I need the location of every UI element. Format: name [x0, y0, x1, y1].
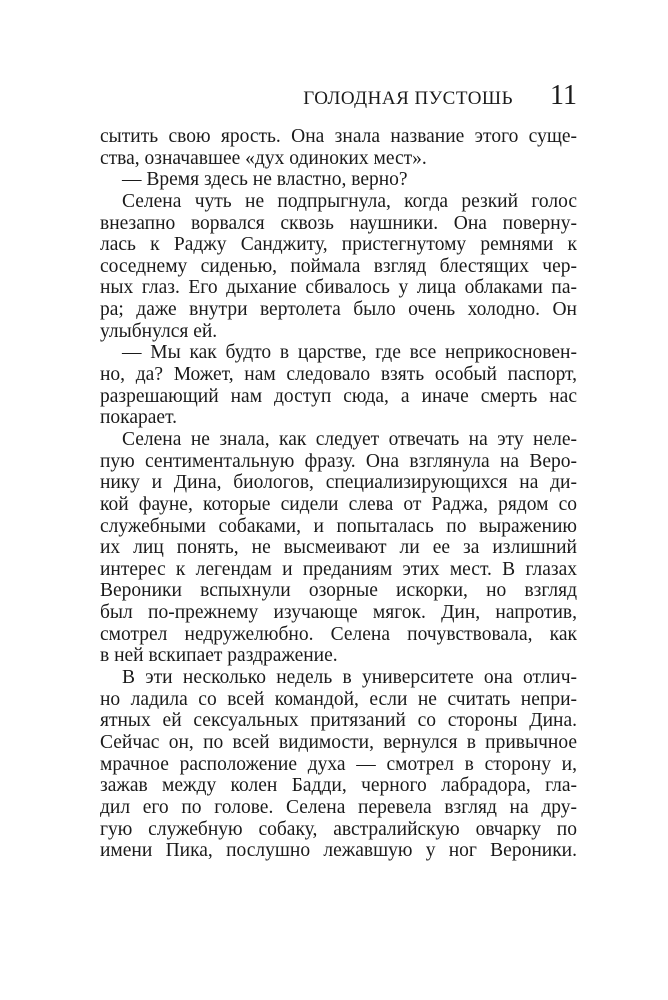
text-line: ра; даже внутри вертолета было очень холодно. Он	[100, 299, 577, 321]
running-header	[100, 80, 577, 114]
page-body-text	[100, 126, 577, 862]
text-line: дил его по голове. Селена перевела взгляд на дру-	[100, 796, 577, 818]
text-line: внезапно ворвался сквозь наушники. Она поверну-	[100, 212, 577, 234]
running-title: ГОЛОДНАЯ ПУСТОШЬ	[303, 88, 513, 109]
text-line: ятных ей сексуальных притязаний со стороны Дина.	[100, 710, 577, 732]
text-line: интерес к легендам и преданиям этих мест. В глазах	[100, 558, 577, 580]
text-line: смотрел недружелюбно. Селена почувствовала, как	[100, 623, 577, 645]
text-line: Вероники вспыхнули озорные искорки, но взгляд	[100, 580, 577, 602]
text-line: ных глаз. Его дыхание сбивалось у лица облаками па-	[100, 277, 577, 299]
text-line: пую сентиментальную фразу. Она взглянула на Веро-	[100, 450, 577, 472]
text-line: имени Пика, послушно лежавшую у ног Вероники.	[100, 840, 577, 862]
text-line: сытить свою ярость. Она знала название этого суще-	[100, 126, 577, 147]
text-line: служебными собаками, и попыталась по выражению	[100, 515, 577, 537]
text-line: Селена чуть не подпрыгнула, когда резкий голос	[122, 190, 577, 212]
text-line: кой фауне, которые сидели слева от Раджа, рядом со	[100, 493, 577, 515]
text-line: зажав между колен Бадди, черного лабрадора, гла-	[100, 775, 577, 797]
text-line: нику и Дина, биологов, специализирующихся на ди-	[100, 472, 577, 494]
text-line: гую служебную собаку, австралийскую овчарку по	[100, 818, 577, 840]
text-line: разрешающий нам доступ сюда, а иначе смерть нас	[100, 385, 577, 407]
text-line: — Мы как будто в царстве, где все неприкосновен-	[122, 342, 577, 364]
text-line: их лиц понять, не высмеивают ли ее за излишний	[100, 537, 577, 559]
text-line: Селена не знала, как следует отвечать на эту неле-	[122, 428, 577, 450]
page-number: 11	[550, 80, 577, 111]
text-line: ства, означавшее «дух одиноких мест».	[100, 147, 427, 169]
text-line: но ладила со всей командой, если не считать непри-	[100, 688, 577, 710]
text-line: был по-прежнему изучающе мягок. Дин, напротив,	[100, 602, 577, 624]
text-line: соседнему сиденью, поймала взгляд блестящих чер-	[100, 255, 577, 277]
text-line: в ней вскипает раздражение.	[100, 645, 338, 667]
text-line: Сейчас он, по всей видимости, вернулся в привычное	[100, 731, 577, 753]
text-line: — Время здесь не властно, верно?	[122, 169, 408, 191]
text-line: покарает.	[100, 407, 178, 429]
text-line: мрачное расположение духа — смотрел в сторону и,	[100, 753, 577, 775]
text-line: но, да? Может, нам следовало взять особый паспорт,	[100, 364, 577, 386]
text-line: улыбнулся ей.	[100, 320, 218, 342]
text-line: В эти несколько недель в университете она отлич-	[122, 667, 577, 689]
text-line: лась к Раджу Санджиту, пристегнутому ремнями к	[100, 234, 577, 256]
